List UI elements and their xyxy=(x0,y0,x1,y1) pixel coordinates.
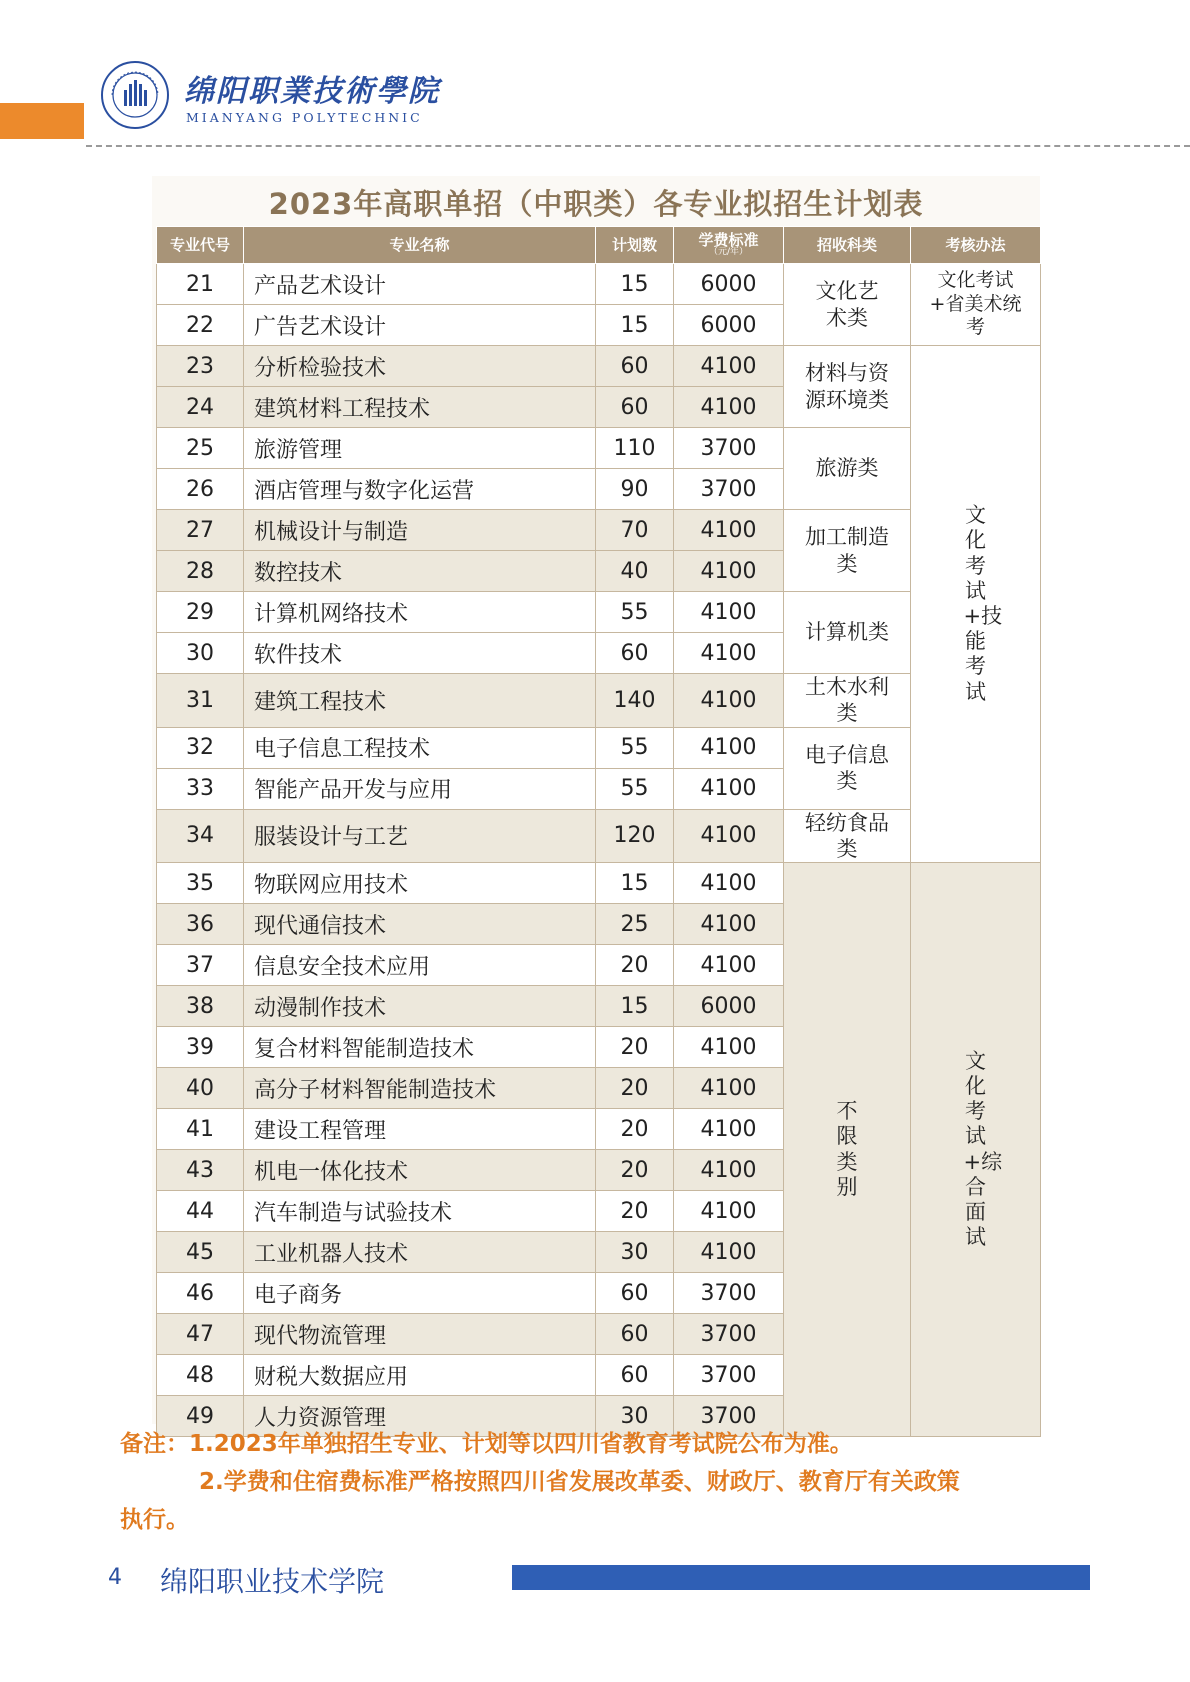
tuition-fee-cell: 4100 xyxy=(674,904,784,945)
major-code-cell: 41 xyxy=(157,1109,244,1150)
tuition-fee-cell: 3700 xyxy=(674,428,784,469)
tuition-fee-cell: 3700 xyxy=(674,1314,784,1355)
exam-method-cell xyxy=(911,264,1041,346)
major-name-cell: 智能产品开发与应用 xyxy=(244,768,596,809)
tuition-fee-cell: 4100 xyxy=(674,1232,784,1273)
major-code-cell: 48 xyxy=(157,1355,244,1396)
plan-count-cell: 20 xyxy=(596,1109,674,1150)
header-divider xyxy=(86,145,1190,147)
major-code-cell: 40 xyxy=(157,1068,244,1109)
tuition-fee-cell: 4100 xyxy=(674,387,784,428)
tuition-fee-cell: 3700 xyxy=(674,1396,784,1437)
major-name-cell: 分析检验技术 xyxy=(244,346,596,387)
major-code-cell: 46 xyxy=(157,1273,244,1314)
major-name-cell: 财税大数据应用 xyxy=(244,1355,596,1396)
plan-count-cell: 60 xyxy=(596,387,674,428)
table-row xyxy=(157,510,1041,551)
plan-count-cell: 20 xyxy=(596,1191,674,1232)
tuition-fee-cell: 4100 xyxy=(674,633,784,674)
major-name-cell: 电子商务 xyxy=(244,1273,596,1314)
major-code-cell: 47 xyxy=(157,1314,244,1355)
header-fee xyxy=(674,227,784,264)
plan-count-cell: 15 xyxy=(596,863,674,904)
table-row xyxy=(157,592,1041,633)
plan-count-cell: 60 xyxy=(596,1355,674,1396)
major-code-cell: 37 xyxy=(157,945,244,986)
tuition-fee-cell: 6000 xyxy=(674,986,784,1027)
plan-count-cell: 15 xyxy=(596,986,674,1027)
category-label: 加工制造类 xyxy=(805,525,889,576)
major-code-cell: 27 xyxy=(157,510,244,551)
category-cell xyxy=(784,809,911,863)
tuition-fee-cell: 4100 xyxy=(674,510,784,551)
tuition-fee-cell: 4100 xyxy=(674,674,784,728)
note-line-2: 2.学费和住宿费标准严格按照四川省发展改革委、财政厅、教育厅有关政策 xyxy=(199,1469,960,1495)
plan-count-cell: 140 xyxy=(596,674,674,728)
major-code-cell: 33 xyxy=(157,768,244,809)
header-plan: 计划数 xyxy=(596,227,674,264)
major-code-cell: 24 xyxy=(157,387,244,428)
plan-count-cell: 60 xyxy=(596,346,674,387)
plan-count-cell: 60 xyxy=(596,1273,674,1314)
plan-count-cell: 70 xyxy=(596,510,674,551)
plan-count-cell: 90 xyxy=(596,469,674,510)
tuition-fee-cell: 4100 xyxy=(674,809,784,863)
tuition-fee-cell: 4100 xyxy=(674,346,784,387)
tuition-fee-cell: 4100 xyxy=(674,1150,784,1191)
tuition-fee-cell: 4100 xyxy=(674,863,784,904)
major-code-cell: 34 xyxy=(157,809,244,863)
major-code-cell: 45 xyxy=(157,1232,244,1273)
tuition-fee-cell: 3700 xyxy=(674,469,784,510)
tuition-fee-cell: 3700 xyxy=(674,1355,784,1396)
table-row xyxy=(157,264,1041,305)
major-name-cell: 机械设计与制造 xyxy=(244,510,596,551)
major-name-cell: 机电一体化技术 xyxy=(244,1150,596,1191)
table-row xyxy=(157,863,1041,904)
major-code-cell: 29 xyxy=(157,592,244,633)
major-name-cell: 建筑材料工程技术 xyxy=(244,387,596,428)
major-code-cell: 28 xyxy=(157,551,244,592)
tuition-fee-cell: 4100 xyxy=(674,592,784,633)
category-cell xyxy=(784,674,911,728)
category-label: 计算机类 xyxy=(805,620,889,645)
college-seal-icon xyxy=(100,60,170,130)
major-code-cell: 39 xyxy=(157,1027,244,1068)
tuition-fee-cell: 4100 xyxy=(674,768,784,809)
major-name-cell: 广告艺术设计 xyxy=(244,305,596,346)
tuition-fee-cell: 4100 xyxy=(674,1191,784,1232)
notes-block xyxy=(120,1425,1080,1539)
plan-count-cell: 25 xyxy=(596,904,674,945)
tuition-fee-cell: 4100 xyxy=(674,1068,784,1109)
major-name-cell: 电子信息工程技术 xyxy=(244,727,596,768)
header-fee-label: 学费标准 xyxy=(698,230,759,249)
category-cell xyxy=(784,592,911,674)
tuition-fee-cell: 4100 xyxy=(674,1027,784,1068)
table-row xyxy=(157,674,1041,728)
category-cell xyxy=(784,510,911,592)
category-label: 不限类别 xyxy=(836,1099,858,1199)
table-header-row xyxy=(157,227,1041,264)
tuition-fee-cell: 6000 xyxy=(674,264,784,305)
major-name-cell: 信息安全技术应用 xyxy=(244,945,596,986)
plan-count-cell: 20 xyxy=(596,1027,674,1068)
major-name-cell: 软件技术 xyxy=(244,633,596,674)
tuition-fee-cell: 4100 xyxy=(674,945,784,986)
table-row xyxy=(157,727,1041,768)
major-code-cell: 36 xyxy=(157,904,244,945)
enrollment-plan-table xyxy=(156,226,1041,1437)
category-label: 旅游类 xyxy=(815,456,879,481)
category-cell xyxy=(784,727,911,809)
major-code-cell: 49 xyxy=(157,1396,244,1437)
major-code-cell: 22 xyxy=(157,305,244,346)
major-code-cell: 32 xyxy=(157,727,244,768)
document-title: 2023年高职单招（中职类）各专业拟招生计划表 xyxy=(268,187,924,221)
table-row xyxy=(157,809,1041,863)
major-code-cell: 23 xyxy=(157,346,244,387)
major-name-cell: 动漫制作技术 xyxy=(244,986,596,1027)
tuition-fee-cell: 3700 xyxy=(674,1273,784,1314)
exam-method-label: 文化考试+省美术统考 xyxy=(929,268,1022,339)
plan-count-cell: 40 xyxy=(596,551,674,592)
category-label: 文化艺术类 xyxy=(815,279,879,330)
plan-count-cell: 120 xyxy=(596,809,674,863)
major-code-cell: 44 xyxy=(157,1191,244,1232)
category-label: 材料与资源环境类 xyxy=(805,361,889,412)
tuition-fee-cell: 6000 xyxy=(674,305,784,346)
table-row xyxy=(157,346,1041,387)
plan-count-cell: 20 xyxy=(596,945,674,986)
category-cell xyxy=(784,863,911,1437)
exam-method-label: 文化考试+技能考试 xyxy=(963,503,1003,704)
note-line-3: 执行。 xyxy=(120,1507,189,1533)
category-label: 轻纺食品类 xyxy=(805,810,889,861)
major-code-cell: 38 xyxy=(157,986,244,1027)
logo-english-name: MIANYANG POLYTECHNIC xyxy=(186,110,423,125)
orange-accent-bar xyxy=(0,103,84,139)
header-exam: 考核办法 xyxy=(911,227,1041,264)
plan-count-cell: 55 xyxy=(596,592,674,633)
plan-count-cell: 15 xyxy=(596,264,674,305)
exam-method-cell xyxy=(911,863,1041,1437)
exam-method-cell xyxy=(911,346,1041,863)
tuition-fee-cell: 4100 xyxy=(674,1109,784,1150)
plan-count-cell: 60 xyxy=(596,633,674,674)
category-cell xyxy=(784,428,911,510)
major-name-cell: 高分子材料智能制造技术 xyxy=(244,1068,596,1109)
major-name-cell: 复合材料智能制造技术 xyxy=(244,1027,596,1068)
footer-blue-bar xyxy=(512,1565,1090,1590)
major-code-cell: 26 xyxy=(157,469,244,510)
major-name-cell: 物联网应用技术 xyxy=(244,863,596,904)
plan-count-cell: 30 xyxy=(596,1232,674,1273)
plan-count-cell: 55 xyxy=(596,727,674,768)
major-name-cell: 现代通信技术 xyxy=(244,904,596,945)
major-code-cell: 25 xyxy=(157,428,244,469)
major-name-cell: 工业机器人技术 xyxy=(244,1232,596,1273)
major-name-cell: 汽车制造与试验技术 xyxy=(244,1191,596,1232)
category-cell xyxy=(784,346,911,428)
major-name-cell: 人力资源管理 xyxy=(244,1396,596,1437)
category-label: 土木水利类 xyxy=(805,675,889,726)
plan-count-cell: 20 xyxy=(596,1068,674,1109)
major-code-cell: 43 xyxy=(157,1150,244,1191)
major-code-cell: 31 xyxy=(157,674,244,728)
major-name-cell: 计算机网络技术 xyxy=(244,592,596,633)
major-name-cell: 现代物流管理 xyxy=(244,1314,596,1355)
major-name-cell: 建设工程管理 xyxy=(244,1109,596,1150)
header-fee-unit: （元/年） xyxy=(708,247,749,258)
table-row xyxy=(157,428,1041,469)
major-name-cell: 旅游管理 xyxy=(244,428,596,469)
major-name-cell: 服装设计与工艺 xyxy=(244,809,596,863)
logo-chinese-name: 绵阳职業技術學院 xyxy=(184,74,440,109)
major-name-cell: 产品艺术设计 xyxy=(244,264,596,305)
footer-school-name: 绵阳职业技术学院 xyxy=(160,1565,385,1598)
major-code-cell: 30 xyxy=(157,633,244,674)
exam-method-label: 文化考试+综合面试 xyxy=(963,1048,1003,1250)
header-category: 招收科类 xyxy=(784,227,911,264)
major-name-cell: 建筑工程技术 xyxy=(244,674,596,728)
page-number: 4 xyxy=(108,1565,122,1590)
header-code: 专业代号 xyxy=(157,227,244,264)
category-cell xyxy=(784,264,911,346)
major-code-cell: 35 xyxy=(157,863,244,904)
plan-count-cell: 15 xyxy=(596,305,674,346)
header-name: 专业名称 xyxy=(244,227,596,264)
tuition-fee-cell: 4100 xyxy=(674,551,784,592)
plan-count-cell: 110 xyxy=(596,428,674,469)
tuition-fee-cell: 4100 xyxy=(674,727,784,768)
major-name-cell: 数控技术 xyxy=(244,551,596,592)
category-label: 电子信息类 xyxy=(805,742,889,793)
plan-count-cell: 60 xyxy=(596,1314,674,1355)
plan-count-cell: 20 xyxy=(596,1150,674,1191)
plan-count-cell: 55 xyxy=(596,768,674,809)
major-name-cell: 酒店管理与数字化运营 xyxy=(244,469,596,510)
plan-count-cell: 30 xyxy=(596,1396,674,1437)
major-code-cell: 21 xyxy=(157,264,244,305)
note-line-1: 备注：1.2023年单独招生专业、计划等以四川省教育考试院公布为准。 xyxy=(120,1431,853,1457)
